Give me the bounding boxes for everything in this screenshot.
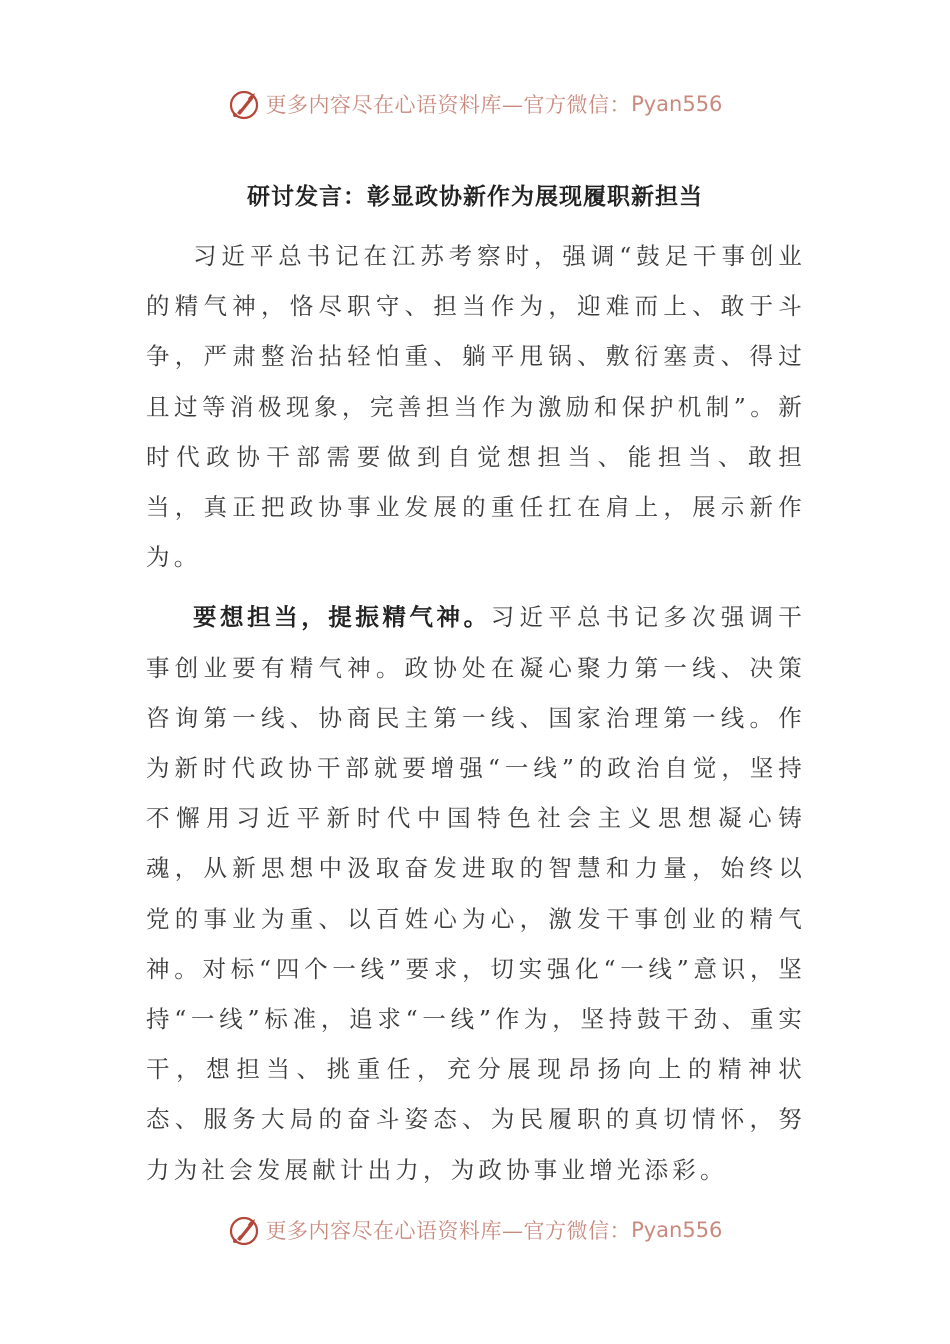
paragraph-2 — [146, 592, 806, 1194]
document-body — [146, 231, 806, 1195]
paragraph-2-body: 习近平总书记多次强调干事创业要有精气神。政协处在凝心聚力第一线、决策咨询第一线、协商民主第一线、国家治理第一线。作为新时代政协干部就要增强“一线”的政治自觉，坚持不懈用习近平新时代中国特色社会主义思想凝心铸魂，从新思想中汲取奋发进取的智慧和力量，始终以党的事业为重、以百姓心为心，激发干事创业的精气神。对标“四个一线”要求，切实强化“一线”意识，坚持“一线”标准，追求“一线”作为，坚持鼓干劲、重实干，想担当、挑重任，充分展现昂扬向上的精神状态、服务大局的奋斗姿态、为民履职的真切情怀，努力为社会发展献计出力，为政协事业增光添彩。 — [146, 603, 807, 1184]
header-banner-text: 更多内容尽在心语资料库—官方微信： — [265, 93, 632, 117]
header-banner-code: Pyan556 — [631, 92, 723, 116]
footer-banner-text: 更多内容尽在心语资料库—官方微信： — [265, 1219, 632, 1243]
pen-nib-logo-icon — [228, 1213, 262, 1247]
paragraph-1: 习近平总书记在江苏考察时，强调“鼓足干事创业的精气神，恪尽职守、担当作为，迎难而上、敢于斗争，严肃整治拈轻怕重、躺平甩锅、敷衍塞责、得过且过等消极现象，完善担当作为激励和保护机制”。新时代政协干部需要做到自觉想担当、能担当、敢担当，真正把政协事业发展的重任扛在肩上，展示新作为。 — [146, 242, 806, 572]
document-title: 研讨发言：彰显政协新作为展现履职新担当 — [247, 184, 703, 210]
pen-nib-logo-icon — [228, 87, 262, 121]
paragraph-2-lead: 要想担当，提振精气神。 — [193, 603, 491, 632]
header-banner — [0, 84, 950, 124]
footer-banner-code: Pyan556 — [631, 1218, 723, 1242]
footer-banner — [0, 1210, 950, 1250]
